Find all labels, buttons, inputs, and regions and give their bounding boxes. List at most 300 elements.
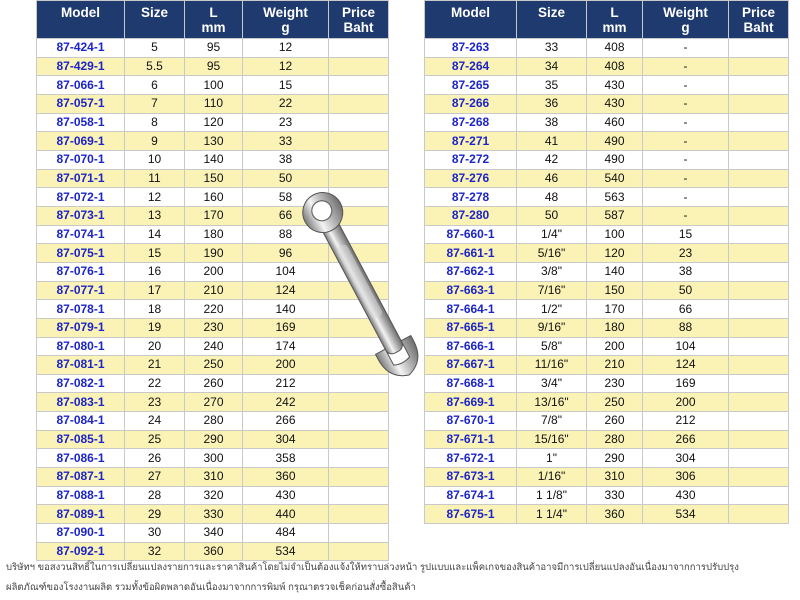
cell-length: 290 — [185, 430, 243, 449]
cell-length: 330 — [587, 486, 643, 505]
cell-length: 130 — [185, 132, 243, 151]
column-header-text: Baht — [343, 20, 374, 35]
table-row — [37, 113, 389, 132]
cell-length: 180 — [587, 318, 643, 337]
table-row — [425, 94, 789, 113]
cell-size: 1/4" — [517, 225, 587, 244]
cell-weight: 140 — [243, 300, 329, 319]
cell-size: 21 — [125, 356, 185, 375]
cell-size: 10 — [125, 150, 185, 169]
cell-price — [329, 57, 389, 76]
cell-size: 35 — [517, 76, 587, 95]
footnote-disclaimer — [6, 558, 796, 598]
cell-model: 87-429-1 — [37, 57, 125, 76]
cell-price — [329, 524, 389, 543]
column-header-text: L — [209, 5, 218, 20]
cell-weight: 306 — [643, 468, 729, 487]
column-header-price — [729, 1, 789, 39]
cell-weight: - — [643, 132, 729, 151]
table-row — [425, 449, 789, 468]
table-row — [425, 262, 789, 281]
cell-length: 360 — [185, 542, 243, 561]
footnote-line: ผลิตภัณฑ์ของโรงงานผลิต รวมทั้งข้อผิดพลาดอันเนื่องมาจากการพิมพ์ กรุณาตรวจเช็คก่อนสั่งซื้อสินค้า — [6, 582, 416, 593]
cell-length: 280 — [587, 430, 643, 449]
table-row — [37, 505, 389, 524]
table-header-row — [37, 1, 389, 39]
cell-model: 87-071-1 — [37, 169, 125, 188]
cell-weight: 12 — [243, 39, 329, 58]
cell-weight: 88 — [643, 318, 729, 337]
table-row — [37, 449, 389, 468]
cell-weight: 304 — [243, 430, 329, 449]
cell-model: 87-675-1 — [425, 505, 517, 524]
cell-model: 87-669-1 — [425, 393, 517, 412]
column-header-text: Price — [741, 5, 776, 20]
cell-price — [329, 94, 389, 113]
cell-model: 87-073-1 — [37, 206, 125, 225]
cell-length: 430 — [587, 76, 643, 95]
cell-size: 7/8" — [517, 412, 587, 431]
cell-weight: - — [643, 94, 729, 113]
cell-weight: 12 — [243, 57, 329, 76]
cell-model: 87-075-1 — [37, 244, 125, 263]
table-row — [37, 150, 389, 169]
cell-length: 330 — [185, 505, 243, 524]
column-header-weight — [643, 1, 729, 39]
table-row — [425, 393, 789, 412]
cell-weight: 50 — [243, 169, 329, 188]
table-row — [37, 468, 389, 487]
cell-length: 180 — [185, 225, 243, 244]
cell-weight: 212 — [243, 374, 329, 393]
cell-weight: 58 — [243, 188, 329, 207]
cell-price — [729, 374, 789, 393]
cell-model: 87-664-1 — [425, 300, 517, 319]
cell-price — [329, 412, 389, 431]
cell-weight: - — [643, 150, 729, 169]
cell-model: 87-660-1 — [425, 225, 517, 244]
cell-weight: 266 — [643, 430, 729, 449]
cell-weight: 212 — [643, 412, 729, 431]
cell-weight: 440 — [243, 505, 329, 524]
cell-length: 140 — [587, 262, 643, 281]
cell-model: 87-672-1 — [425, 449, 517, 468]
cell-price — [329, 132, 389, 151]
cell-weight: - — [643, 39, 729, 58]
cell-length: 220 — [185, 300, 243, 319]
cell-length: 408 — [587, 39, 643, 58]
cell-length: 190 — [185, 244, 243, 263]
cell-price — [729, 430, 789, 449]
cell-model: 87-666-1 — [425, 337, 517, 356]
cell-size: 11/16" — [517, 356, 587, 375]
cell-weight: 484 — [243, 524, 329, 543]
cell-price — [729, 244, 789, 263]
column-header-text: Price — [341, 5, 376, 20]
cell-size: 19 — [125, 318, 185, 337]
cell-model: 87-667-1 — [425, 356, 517, 375]
table-row — [425, 412, 789, 431]
cell-length: 100 — [185, 76, 243, 95]
cell-model: 87-264 — [425, 57, 517, 76]
cell-model: 87-078-1 — [37, 300, 125, 319]
cell-size: 23 — [125, 393, 185, 412]
cell-length: 460 — [587, 113, 643, 132]
table-row — [37, 132, 389, 151]
cell-length: 210 — [185, 281, 243, 300]
cell-weight: 23 — [243, 113, 329, 132]
cell-price — [329, 449, 389, 468]
cell-model: 87-674-1 — [425, 486, 517, 505]
cell-weight: 430 — [243, 486, 329, 505]
cell-weight: - — [643, 76, 729, 95]
table-row — [425, 356, 789, 375]
cell-size: 28 — [125, 486, 185, 505]
table-row — [425, 76, 789, 95]
cell-size: 14 — [125, 225, 185, 244]
cell-model: 87-673-1 — [425, 468, 517, 487]
cell-weight: 38 — [243, 150, 329, 169]
table-row — [425, 244, 789, 263]
cell-price — [729, 300, 789, 319]
table-row — [425, 505, 789, 524]
cell-price — [329, 76, 389, 95]
table-row — [425, 39, 789, 58]
column-header-text: Model — [61, 5, 100, 20]
cell-model: 87-661-1 — [425, 244, 517, 263]
cell-size: 32 — [125, 542, 185, 561]
cell-model: 87-663-1 — [425, 281, 517, 300]
cell-size: 17 — [125, 281, 185, 300]
cell-weight: 33 — [243, 132, 329, 151]
cell-price — [729, 188, 789, 207]
cell-model: 87-276 — [425, 169, 517, 188]
column-header-model — [425, 1, 517, 39]
cell-model: 87-058-1 — [37, 113, 125, 132]
cell-model: 87-057-1 — [37, 94, 125, 113]
table-row — [425, 318, 789, 337]
cell-size: 16 — [125, 262, 185, 281]
cell-weight: 169 — [643, 374, 729, 393]
cell-length: 540 — [587, 169, 643, 188]
cell-model: 87-072-1 — [37, 188, 125, 207]
cell-price — [729, 449, 789, 468]
cell-length: 200 — [185, 262, 243, 281]
cell-weight: 304 — [643, 449, 729, 468]
column-header-length — [587, 1, 643, 39]
footnote-line: บริษัทฯ ขอสงวนสิทธิ์ในการเปลี่ยนแปลงรายการและราคาสินค้าโดยไม่จำเป็นต้องแจ้งให้ทราบล่วงหน้า รูปแบบและแพ็คเกจของสินค้าอาจมีการเปลี่ยนแปลงอันเนื่องมาจากการปรับปรุง — [6, 562, 739, 573]
cell-model: 87-263 — [425, 39, 517, 58]
cell-weight: 430 — [643, 486, 729, 505]
cell-weight: 96 — [243, 244, 329, 263]
cell-weight: 174 — [243, 337, 329, 356]
cell-size: 1 1/4" — [517, 505, 587, 524]
table-row — [425, 337, 789, 356]
cell-model: 87-080-1 — [37, 337, 125, 356]
column-header-text: Baht — [743, 20, 774, 35]
column-header-text: mm — [602, 20, 627, 35]
cell-price — [729, 225, 789, 244]
cell-size: 25 — [125, 430, 185, 449]
cell-length: 95 — [185, 57, 243, 76]
cell-weight: 15 — [243, 76, 329, 95]
cell-model: 87-670-1 — [425, 412, 517, 431]
table-row — [425, 300, 789, 319]
cell-length: 490 — [587, 150, 643, 169]
cell-length: 200 — [587, 337, 643, 356]
column-header-weight — [243, 1, 329, 39]
cell-size: 7 — [125, 94, 185, 113]
cell-weight: 23 — [643, 244, 729, 263]
table-row — [37, 430, 389, 449]
cell-length: 100 — [587, 225, 643, 244]
cell-length: 150 — [185, 169, 243, 188]
column-header-text: L — [610, 5, 619, 20]
cell-price — [729, 318, 789, 337]
column-header-text: Weight — [263, 5, 308, 20]
cell-price — [729, 412, 789, 431]
cell-weight: 124 — [243, 281, 329, 300]
cell-weight: 38 — [643, 262, 729, 281]
cell-length: 260 — [587, 412, 643, 431]
cell-length: 290 — [587, 449, 643, 468]
cell-length: 140 — [185, 150, 243, 169]
cell-price — [329, 430, 389, 449]
cell-length: 260 — [185, 374, 243, 393]
cell-model: 87-671-1 — [425, 430, 517, 449]
cell-size: 1/16" — [517, 468, 587, 487]
cell-weight: 66 — [243, 206, 329, 225]
cell-size: 9 — [125, 132, 185, 151]
cell-length: 270 — [185, 393, 243, 412]
cell-price — [729, 356, 789, 375]
cell-length: 587 — [587, 206, 643, 225]
cell-price — [729, 169, 789, 188]
cell-size: 3/8" — [517, 262, 587, 281]
cell-size: 1 1/8" — [517, 486, 587, 505]
cell-size: 13 — [125, 206, 185, 225]
cell-weight: 200 — [243, 356, 329, 375]
table-row — [37, 412, 389, 431]
cell-model: 87-069-1 — [37, 132, 125, 151]
cell-weight: - — [643, 188, 729, 207]
cell-size: 1/2" — [517, 300, 587, 319]
cell-price — [729, 76, 789, 95]
cell-model: 87-086-1 — [37, 449, 125, 468]
cell-weight: - — [643, 206, 729, 225]
cell-length: 170 — [587, 300, 643, 319]
column-header-text: g — [681, 20, 690, 35]
cell-length: 240 — [185, 337, 243, 356]
cell-price — [329, 39, 389, 58]
cell-model: 87-092-1 — [37, 542, 125, 561]
cell-model: 87-424-1 — [37, 39, 125, 58]
cell-size: 27 — [125, 468, 185, 487]
table-row — [37, 524, 389, 543]
table-row — [425, 468, 789, 487]
cell-size: 50 — [517, 206, 587, 225]
table-row — [37, 76, 389, 95]
cell-size: 12 — [125, 188, 185, 207]
cell-weight: 88 — [243, 225, 329, 244]
cell-length: 150 — [587, 281, 643, 300]
cell-length: 408 — [587, 57, 643, 76]
cell-size: 8 — [125, 113, 185, 132]
table-row — [425, 150, 789, 169]
table-row — [425, 486, 789, 505]
table-row — [425, 206, 789, 225]
cell-weight: - — [643, 113, 729, 132]
table-row — [425, 225, 789, 244]
cell-length: 430 — [587, 94, 643, 113]
column-header-size — [517, 1, 587, 39]
cell-size: 7/16" — [517, 281, 587, 300]
cell-length: 310 — [185, 468, 243, 487]
cell-weight: 104 — [243, 262, 329, 281]
table-row — [425, 281, 789, 300]
cell-size: 6 — [125, 76, 185, 95]
cell-size: 5/16" — [517, 244, 587, 263]
cell-weight: 534 — [643, 505, 729, 524]
column-header-length — [185, 1, 243, 39]
cell-weight: 104 — [643, 337, 729, 356]
cell-model: 87-082-1 — [37, 374, 125, 393]
cell-model: 87-668-1 — [425, 374, 517, 393]
cell-model: 87-268 — [425, 113, 517, 132]
cell-price — [729, 468, 789, 487]
column-header-text: Model — [451, 5, 490, 20]
cell-size: 36 — [517, 94, 587, 113]
cell-length: 340 — [185, 524, 243, 543]
cell-weight: 124 — [643, 356, 729, 375]
cell-length: 310 — [587, 468, 643, 487]
cell-size: 15 — [125, 244, 185, 263]
cell-length: 230 — [185, 318, 243, 337]
cell-model: 87-085-1 — [37, 430, 125, 449]
table-row — [37, 57, 389, 76]
column-header-text: g — [281, 20, 290, 35]
cell-weight: 15 — [643, 225, 729, 244]
cell-length: 300 — [185, 449, 243, 468]
cell-model: 87-087-1 — [37, 468, 125, 487]
cell-size: 33 — [517, 39, 587, 58]
cell-price — [329, 113, 389, 132]
cell-price — [729, 505, 789, 524]
cell-length: 160 — [185, 188, 243, 207]
cell-weight: 358 — [243, 449, 329, 468]
cell-size: 42 — [517, 150, 587, 169]
cell-model: 87-088-1 — [37, 486, 125, 505]
cell-size: 20 — [125, 337, 185, 356]
cell-size: 26 — [125, 449, 185, 468]
cell-size: 22 — [125, 374, 185, 393]
cell-size: 18 — [125, 300, 185, 319]
cell-model: 87-079-1 — [37, 318, 125, 337]
cell-size: 30 — [125, 524, 185, 543]
cell-size: 11 — [125, 169, 185, 188]
cell-size: 1" — [517, 449, 587, 468]
table-row — [425, 113, 789, 132]
cell-price — [729, 486, 789, 505]
cell-length: 280 — [185, 412, 243, 431]
cell-size: 5/8" — [517, 337, 587, 356]
cell-size: 24 — [125, 412, 185, 431]
cell-length: 490 — [587, 132, 643, 151]
spec-table-right — [424, 0, 789, 524]
cell-weight: 200 — [643, 393, 729, 412]
cell-size: 41 — [517, 132, 587, 151]
cell-length: 230 — [587, 374, 643, 393]
cell-model: 87-084-1 — [37, 412, 125, 431]
cell-length: 210 — [587, 356, 643, 375]
cell-length: 563 — [587, 188, 643, 207]
column-header-text: Size — [537, 5, 565, 20]
column-header-size — [125, 1, 185, 39]
cell-length: 95 — [185, 39, 243, 58]
cell-length: 120 — [185, 113, 243, 132]
table-row — [425, 374, 789, 393]
table-row — [425, 132, 789, 151]
cell-model: 87-662-1 — [425, 262, 517, 281]
cell-length: 250 — [587, 393, 643, 412]
cell-size: 48 — [517, 188, 587, 207]
cell-model: 87-272 — [425, 150, 517, 169]
table-row — [37, 39, 389, 58]
cell-price — [729, 262, 789, 281]
table-row — [425, 430, 789, 449]
cell-model: 87-089-1 — [37, 505, 125, 524]
cell-model: 87-280 — [425, 206, 517, 225]
cell-weight: - — [643, 57, 729, 76]
cell-weight: 360 — [243, 468, 329, 487]
cell-weight: - — [643, 169, 729, 188]
cell-weight: 266 — [243, 412, 329, 431]
cell-size: 13/16" — [517, 393, 587, 412]
cell-length: 320 — [185, 486, 243, 505]
cell-size: 34 — [517, 57, 587, 76]
cell-size: 29 — [125, 505, 185, 524]
table-row — [37, 486, 389, 505]
cell-model: 87-070-1 — [37, 150, 125, 169]
cell-model: 87-076-1 — [37, 262, 125, 281]
cell-size: 46 — [517, 169, 587, 188]
column-header-text: Size — [140, 5, 168, 20]
cell-weight: 66 — [643, 300, 729, 319]
cell-price — [729, 150, 789, 169]
cell-model: 87-265 — [425, 76, 517, 95]
cell-size: 5 — [125, 39, 185, 58]
column-header-text: Weight — [663, 5, 708, 20]
cell-price — [329, 468, 389, 487]
table-row — [37, 94, 389, 113]
cell-size: 3/4" — [517, 374, 587, 393]
cell-price — [729, 39, 789, 58]
cell-model: 87-083-1 — [37, 393, 125, 412]
cell-model: 87-271 — [425, 132, 517, 151]
cell-price — [329, 150, 389, 169]
cell-size: 5.5 — [125, 57, 185, 76]
cell-model: 87-066-1 — [37, 76, 125, 95]
table-row — [425, 188, 789, 207]
cell-length: 110 — [185, 94, 243, 113]
cell-model: 87-266 — [425, 94, 517, 113]
cell-model: 87-077-1 — [37, 281, 125, 300]
cell-price — [329, 505, 389, 524]
cell-model: 87-278 — [425, 188, 517, 207]
cell-model: 87-090-1 — [37, 524, 125, 543]
column-header-price — [329, 1, 389, 39]
cell-length: 250 — [185, 356, 243, 375]
